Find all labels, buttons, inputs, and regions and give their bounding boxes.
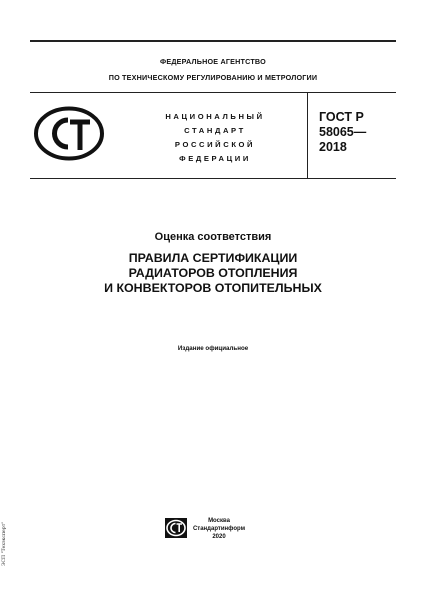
national-line: СТАНДАРТ: [184, 126, 246, 135]
document-title: [30, 251, 396, 296]
title-line: И КОНВЕКТОРОВ ОТОПИТЕЛЬНЫХ: [104, 281, 322, 295]
standard-code-line2: 58065—: [319, 125, 367, 139]
agency-name-line2: ПО ТЕХНИЧЕСКОМУ РЕГУЛИРОВАНИЮ И МЕТРОЛОГИИ: [108, 73, 318, 82]
edition-note: Издание официальное: [177, 345, 249, 352]
top-border-line: [30, 40, 396, 42]
side-watermark-note: ЭСП "Техэксперт": [2, 521, 7, 566]
title-line: ПРАВИЛА СЕРТИФИКАЦИИ: [128, 251, 298, 265]
vertical-divider: [307, 93, 308, 178]
header-bottom-line: [30, 178, 396, 179]
publisher-city: Москва: [208, 518, 230, 524]
document-subtitle: Оценка соответствия: [154, 231, 272, 243]
publisher-name: Стандартинформ: [192, 526, 246, 532]
standartinform-logo-icon: [164, 517, 188, 539]
agency-name-line1: ФЕДЕРАЛЬНОЕ АГЕНТСТВО: [160, 57, 266, 66]
national-line: НАЦИОНАЛЬНЫЙ: [165, 112, 265, 121]
national-line: РОССИЙСКОЙ: [174, 140, 256, 149]
standard-code-line1: ГОСТ Р: [319, 110, 364, 124]
publisher-year: 2020: [212, 534, 226, 540]
standard-code: [319, 110, 366, 155]
rst-certification-mark-icon: [34, 106, 104, 161]
header-divider-line: [30, 92, 396, 93]
standard-code-line3: 2018: [319, 140, 347, 154]
title-line: РАДИАТОРОВ ОТОПЛЕНИЯ: [128, 266, 298, 280]
publisher-info: [192, 517, 246, 541]
national-standard-label: [150, 110, 280, 166]
national-line: ФЕДЕРАЦИИ: [179, 154, 251, 163]
